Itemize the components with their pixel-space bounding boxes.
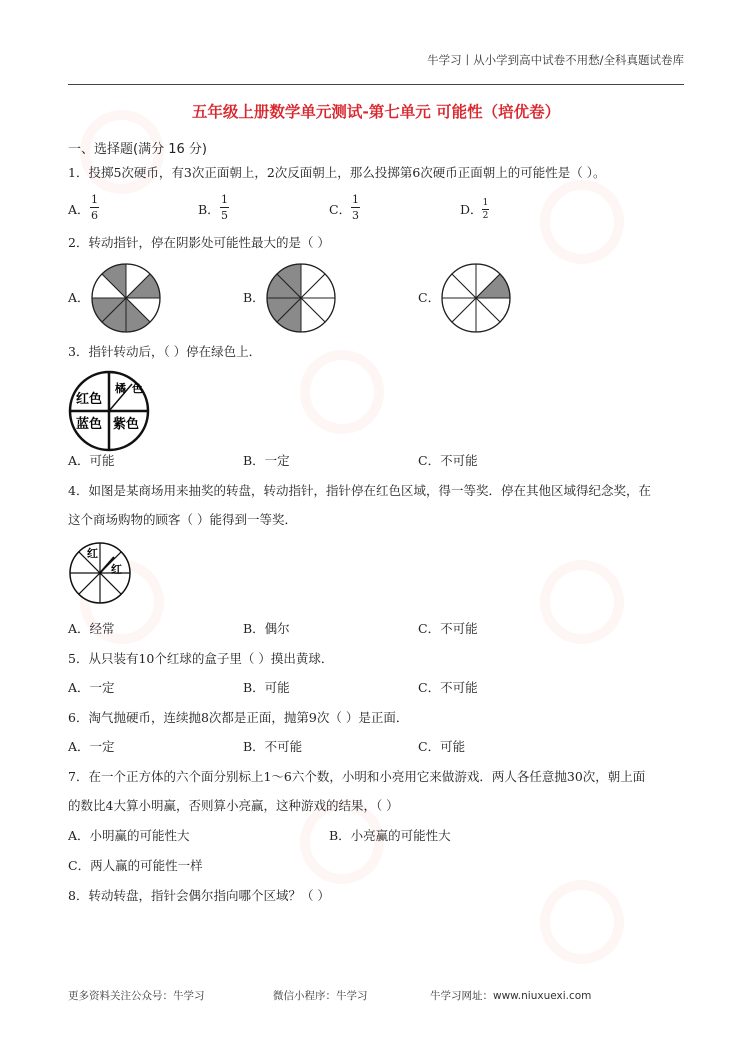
question-5-stem: 5．从只装有10个红球的盒子里（ ）摸出黄球． [68, 651, 334, 666]
question-1-stem: 1．投掷5次硬币，有3次正面朝上，2次反面朝上，那么投掷第6次硬币正面朝上的可能性是（ ）。 [68, 165, 606, 180]
q2-spinner-a [90, 262, 162, 334]
watermark-logo [540, 180, 624, 264]
fraction-numerator: 1 [221, 193, 228, 206]
q7-option-c[interactable]: C．两人赢的可能性一样 [68, 858, 203, 873]
q6-option-a[interactable]: A．一定 [68, 739, 115, 754]
question-8-stem: 8．转动转盘，指针会偶尔指向哪个区域？（ ） [68, 888, 330, 903]
q7-option-a[interactable]: A．小明赢的可能性大 [68, 828, 190, 843]
wheel-label-purple: 紫色 [113, 417, 140, 432]
watermark-logo [300, 350, 384, 434]
fraction-numerator: 1 [352, 193, 359, 206]
fraction-bar [482, 209, 489, 210]
watermark-logo [540, 560, 624, 644]
q1-option-b-fraction [220, 193, 229, 222]
fraction-denominator: 2 [482, 211, 489, 221]
wheel-label-orange: 橘色 [115, 382, 143, 395]
q1-option-c-letter[interactable]: C． [329, 202, 352, 217]
q3-option-b[interactable]: B．一定 [243, 453, 290, 468]
wheel-label-blue: 蓝色 [76, 417, 103, 432]
fraction-denominator: 6 [91, 209, 98, 222]
q4-prize-wheel [68, 541, 132, 605]
q3-option-c[interactable]: C．不可能 [418, 453, 478, 468]
question-4-stem-line1: 4．如图是某商场用来抽奖的转盘，转动指针，指针停在红色区域，得一等奖．停在其他区域得纪念奖，在 [68, 483, 651, 498]
q1-option-a-fraction [90, 193, 99, 222]
fraction-bar [351, 207, 360, 208]
question-7-stem-line2: 的数比4大算小明赢，否则算小亮赢，这种游戏的结果，（ ） [68, 798, 399, 813]
q4-option-a[interactable]: A．经常 [68, 621, 115, 636]
question-6-stem: 6．淘气抛硬币，连续抛8次都是正面，抛第9次（ ）是正面． [68, 710, 409, 725]
section-heading: 一、选择题(满分 16 分) [68, 142, 207, 157]
q6-option-b[interactable]: B．不可能 [243, 739, 303, 754]
fraction-numerator: 1 [91, 193, 98, 206]
q5-option-a[interactable]: A．一定 [68, 680, 115, 695]
fraction-bar [90, 207, 99, 208]
q7-option-b[interactable]: B．小亮赢的可能性大 [329, 828, 451, 843]
fraction-numerator: 1 [482, 198, 489, 208]
q3-color-wheel [68, 370, 150, 452]
wheel-label-red: 红色 [76, 392, 103, 407]
footer-website: 牛学习网址：www.niuxuexi.com [430, 990, 592, 1002]
q4-option-b[interactable]: B．偶尔 [243, 621, 290, 636]
fraction-bar [220, 207, 229, 208]
page-title: 五年级上册数学单元测试-第七单元 可能性（培优卷） [191, 103, 561, 121]
q6-option-c[interactable]: C．可能 [418, 739, 466, 754]
watermark-logo [540, 880, 624, 964]
footer-mini-program: 微信小程序：牛学习 [273, 990, 368, 1002]
q4-option-c[interactable]: C．不可能 [418, 621, 478, 636]
q1-option-a-letter[interactable]: A． [68, 202, 90, 217]
q5-option-c[interactable]: C．不可能 [418, 680, 478, 695]
q1-option-d-letter[interactable]: D． [460, 202, 483, 217]
q3-option-a[interactable]: A．可能 [68, 453, 115, 468]
question-2-stem: 2．转动指针，停在阴影处可能性最大的是（ ） [68, 235, 330, 250]
q2-option-c-letter[interactable]: C． [418, 290, 441, 305]
footer-official-account: 更多资料关注公众号：牛学习 [68, 990, 205, 1002]
q5-option-b[interactable]: B．可能 [243, 680, 290, 695]
page-header: 牛学习丨从小学到高中试卷不用愁/全科真题试卷库 [427, 53, 684, 67]
wheel-label-red: 红 [87, 547, 98, 560]
q1-option-d-fraction [482, 198, 489, 221]
question-7-stem-line1: 7．在一个正方体的六个面分别标上1～6六个数，小明和小亮用它来做游戏．两人各任意抛30次，朝上面 [68, 769, 646, 784]
q2-spinner-c [440, 262, 512, 334]
question-3-stem: 3．指针转动后，（ ）停在绿色上． [68, 344, 262, 359]
question-4-stem-line2: 这个商场购物的顾客（ ）能得到一等奖． [68, 512, 297, 527]
q2-option-a-letter[interactable]: A． [68, 290, 90, 305]
header-divider [68, 84, 684, 85]
q1-option-c-fraction [351, 193, 360, 222]
fraction-denominator: 3 [352, 209, 359, 222]
q2-option-b-letter[interactable]: B． [243, 290, 265, 305]
wheel-label-red: 红 [111, 563, 122, 576]
q1-option-b-letter[interactable]: B． [198, 202, 220, 217]
fraction-denominator: 5 [221, 209, 228, 222]
q2-spinner-b [265, 262, 337, 334]
